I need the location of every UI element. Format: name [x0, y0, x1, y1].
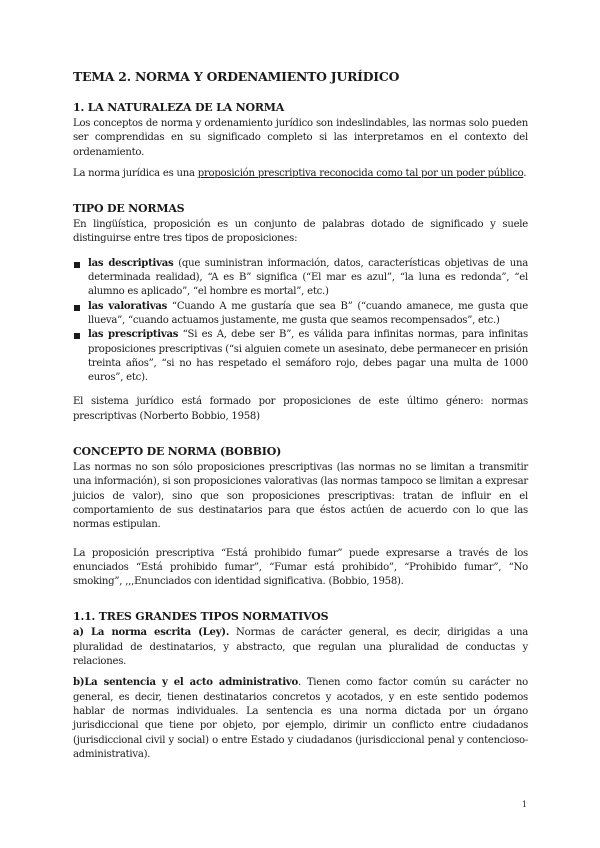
text: Normas de carácter general, es decir, dirigidas a una pluralidad de destinatarios, y abstracto, que regulan una pluralidad de conductas y relaciones. [73, 627, 528, 668]
section-heading-tipos: TIPO DE NORMAS [73, 202, 185, 216]
page-number: 1 [522, 800, 528, 809]
paragraph-norma-escrita [73, 626, 528, 669]
list-item-text: (que suministran información, datos, características objetivas de una determinada realidad), “A es B” significa (“El mar es azul”, “la luna es redonda”, “el alumno es aplicado”, “el hombre es mortal”, etc.) [88, 257, 528, 298]
list-item-term: las valorativas [88, 300, 168, 312]
list-item-text: “Si es A, debe ser B”, es válida para infinitas normas, para infinitas proposiciones prescriptivas (“si alguien comete un asesinato, debe permanecer en prisión treinta años”, “si no has respetado el semáforo rojo, debes pagar una multa de 1000 euros”, etc). [88, 329, 528, 384]
paragraph-definition [73, 167, 528, 181]
list-item [73, 328, 528, 385]
list-item-text: “Cuando A me gustaría que sea B” (“cuando amanece, me gusta que llueva”, “cuando actuamos justamente, me gusta que seamos recompensados”, etc.) [88, 300, 528, 326]
paragraph: En lingüística, proposición es un conjunto de palabras dotado de significado y suele distinguirse entre tres tipos de proposiciones: [73, 219, 528, 245]
paragraph-sentencia [73, 676, 528, 762]
square-bullet-icon [74, 262, 80, 268]
paragraph: La proposición prescriptiva “Está prohibido fumar” puede expresarse a través de los enunciados “Está prohibido fumar”, “Fumar está prohibido”, “Prohibido fumar”, “No smoking”, ,,,Enunciados con identidad significativa. (Bobbio, 1958). [73, 547, 528, 588]
underlined-definition: proposición prescriptiva reconocida como tal por un poder público [197, 167, 524, 179]
square-bullet-icon [74, 333, 80, 339]
text: La norma jurídica es una [73, 167, 198, 179]
tipos-list [73, 257, 528, 386]
paragraph: Las normas no son sólo proposiciones prescriptivas (las normas no se limitan a transmitir una información), si son proposiciones valorativas (las normas tampoco se limitan a expresar juicios de valor), sino que son proposiciones prescriptivas: tratan de influir en el comportamiento de sus destinatarios para que éstos actúen de acuerdo con lo que las normas estipulan. [73, 462, 528, 531]
page-title: TEMA 2. NORMA Y ORDENAMIENTO JURÍDICO [73, 69, 400, 84]
list-item-term: las descriptivas [88, 257, 174, 269]
paragraph: Los conceptos de norma y ordenamiento jurídico son indeslindables, las normas solo pueden ser comprendidas en su significado completo si las interpretamos en el contexto del ordenamiento. [73, 118, 528, 158]
section-heading-naturaleza: 1. LA NATURALEZA DE LA NORMA [73, 101, 285, 114]
section-heading-concepto: CONCEPTO DE NORMA (BOBBIO) [73, 445, 282, 459]
list-item [73, 257, 528, 300]
section-heading-tres-tipos: 1.1. TRES GRANDES TIPOS NORMATIVOS [73, 610, 329, 624]
square-bullet-icon [74, 305, 80, 311]
text: . [523, 167, 527, 179]
paragraph: El sistema jurídico está formado por proposiciones de este último género: normas prescriptivas (Norberto Bobbio, 1958) [73, 396, 528, 422]
list-item-term: las prescriptivas [88, 329, 179, 341]
bold-term: a) La norma escrita (Ley). [73, 627, 230, 639]
text: . Tienen como factor común su carácter no general, es decir, tienen destinatarios concretos y acotados, y en este sentido podemos hablar de normas individuales. La sentencia es una norma dictada por un órgano jurisdiccional que tiene por objeto, por ejemplo, dirimir un conflicto entre ciudadanos (jurisdiccional civil y social) o entre Estado y ciudadanos (jurisdiccional penal y contencioso-administrativa). [73, 677, 528, 760]
bold-term: b)La sentencia y el acto administrativo [73, 677, 298, 689]
page-content [73, 69, 528, 762]
list-item [73, 300, 528, 329]
